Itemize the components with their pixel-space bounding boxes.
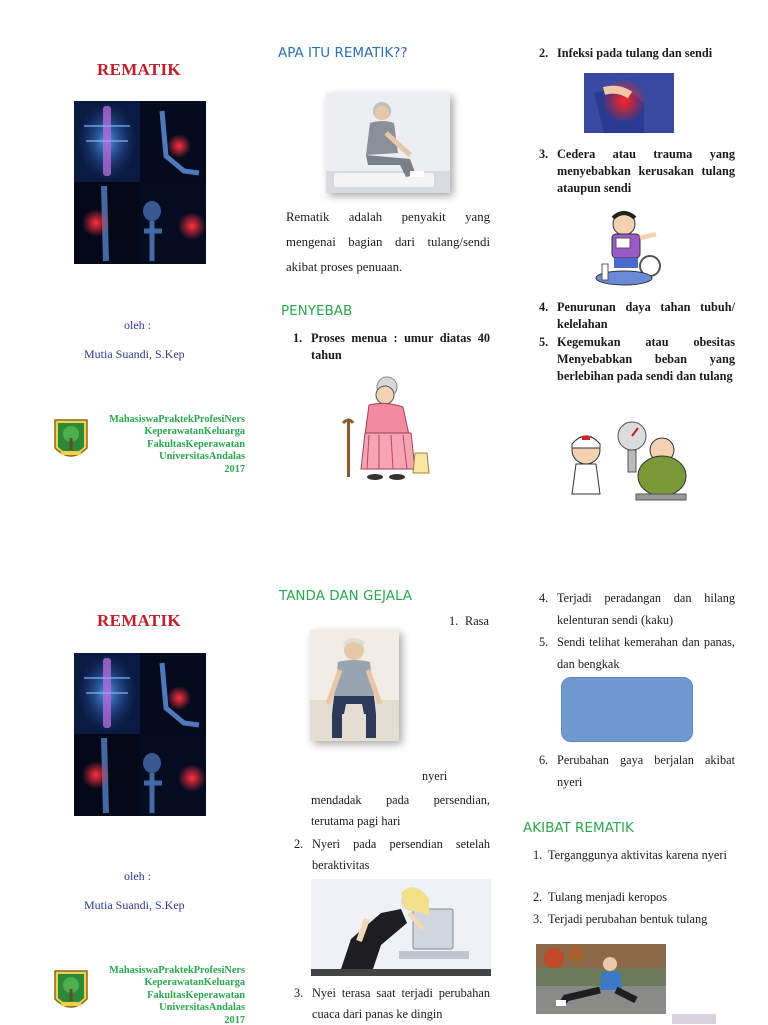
back-pain-woman-photo [311,879,491,976]
org-line: UniversitasAndalas [159,451,245,463]
sign-item-6 [539,749,735,793]
blue-placeholder-box [561,677,693,742]
apa-itu-paragraph: Rematik adalah penyakit yang mengenai bagian dari tulang/sendi akibat proses penuaan. [286,210,490,274]
org-line: 2017 [224,1014,245,1024]
cause-item-1 [293,330,490,364]
oleh-label: oleh : [124,869,151,883]
sign-number: 3. [294,986,304,1000]
org-line: 2017 [224,463,245,475]
org-line: MahasiswaPraktekProfesiNers [109,414,245,425]
effect-text: Tulang menjadi keropos [548,890,668,904]
cause-item-4 [539,299,735,333]
sign-text: Perubahan gaya berjalan akibat nyeri [557,753,735,789]
org-line: FakultasKeperawatan [147,438,245,450]
cause-text: Penurunan daya tahan tubuh/ kelelahan [557,300,735,331]
cause-number: 4. [539,300,549,314]
cause-item-5 [539,334,735,385]
effect-item-1 [533,845,735,866]
sign-number: 2. [294,837,304,851]
org-line: MahasiswaPraktekProfesiNers [109,965,245,976]
effect-number: 1. [533,848,543,862]
cause-text: Proses menua : umur diatas 40 tahun [311,331,490,362]
cause-text: Kegemukan atau obesitas Menyebabkan beban yang berlebihan pada sendi dan tulang [557,335,735,383]
akibat-rematik-heading: AKIBAT REMATIK [523,820,634,836]
sign-text: Terjadi peradangan dan hilang kelenturan sendi (kaku) [557,591,735,627]
author-name: Mutia Suandi, S.Kep [84,898,185,912]
effect-number: 2. [533,890,543,904]
sign-number: 6. [539,753,549,767]
effect-item-2 [533,889,735,906]
brochure-title: REMATIK [97,611,181,630]
sign-item-2 [294,834,490,876]
cause-text: Infeksi pada tulang dan sendi [557,46,713,60]
university-logo [53,969,89,1015]
elderly-woman-cartoon [335,373,433,485]
obesity-cartoon [566,414,690,506]
cause-number: 3. [539,147,549,161]
knee-infection-photo [584,73,674,133]
org-line: UniversitasAndalas [159,1002,245,1014]
sign-item-1-word-rasa: Rasa [465,614,489,628]
sign-item-1-word-nyeri: nyeri [422,769,448,783]
cause-number: 5. [539,335,549,349]
sign-text: Nyeri pada persendian setelah beraktivitas [312,837,490,872]
elderly-woman-photo [326,93,450,193]
sign-text: Nyei terasa saat terjadi perubahan cuaca dari panas ke dingin [312,986,490,1021]
cause-number: 2. [539,46,549,60]
org-line: FakultasKeperawatan [147,989,245,1001]
effect-item-3 [533,911,735,928]
organization-info [90,965,245,1024]
oleh-label: oleh : [124,318,151,332]
org-line: KeperawatanKeluarga [144,977,245,989]
sign-item-5 [539,631,735,675]
sign-number: 4. [539,591,549,605]
university-logo [53,418,89,464]
sign-item-3 [294,983,490,1025]
penyebab-heading: PENYEBAB [281,303,353,319]
knee-pain-man-photo [310,630,399,741]
apa-itu-heading: APA ITU REMATIK?? [278,45,408,61]
brochure-title: REMATIK [97,60,181,79]
rheumatism-xray-image [74,653,206,816]
injured-runner-photo [536,944,666,1014]
organization-info [90,414,245,476]
sign-item-1-number: 1. [449,614,459,628]
injured-man-cartoon [594,208,666,288]
effect-number: 3. [533,912,543,926]
rheumatism-xray-image [74,101,206,264]
cause-item-2 [539,45,735,62]
tanda-gejala-heading: TANDA DAN GEJALA [279,588,413,604]
sign-item-1-text: mendadak pada persendian, terutama pagi hari [311,793,490,828]
cause-number: 1. [293,331,303,345]
sign-text: Sendi telihat kemerahan dan panas, dan bengkak [557,635,735,671]
partial-image-edge [672,1014,716,1024]
sign-number: 5. [539,635,549,649]
author-name: Mutia Suandi, S.Kep [84,347,185,361]
cause-item-3 [539,146,735,197]
org-line: KeperawatanKeluarga [144,426,245,438]
cause-text: Cedera atau trauma yang menyebabkan kerusakan tulang ataupun sendi [557,147,735,195]
effect-text: Terjadi perubahan bentuk tulang [548,912,708,926]
sign-item-4 [539,587,735,631]
effect-text: Terganggunya aktivitas karena nyeri [548,848,727,862]
